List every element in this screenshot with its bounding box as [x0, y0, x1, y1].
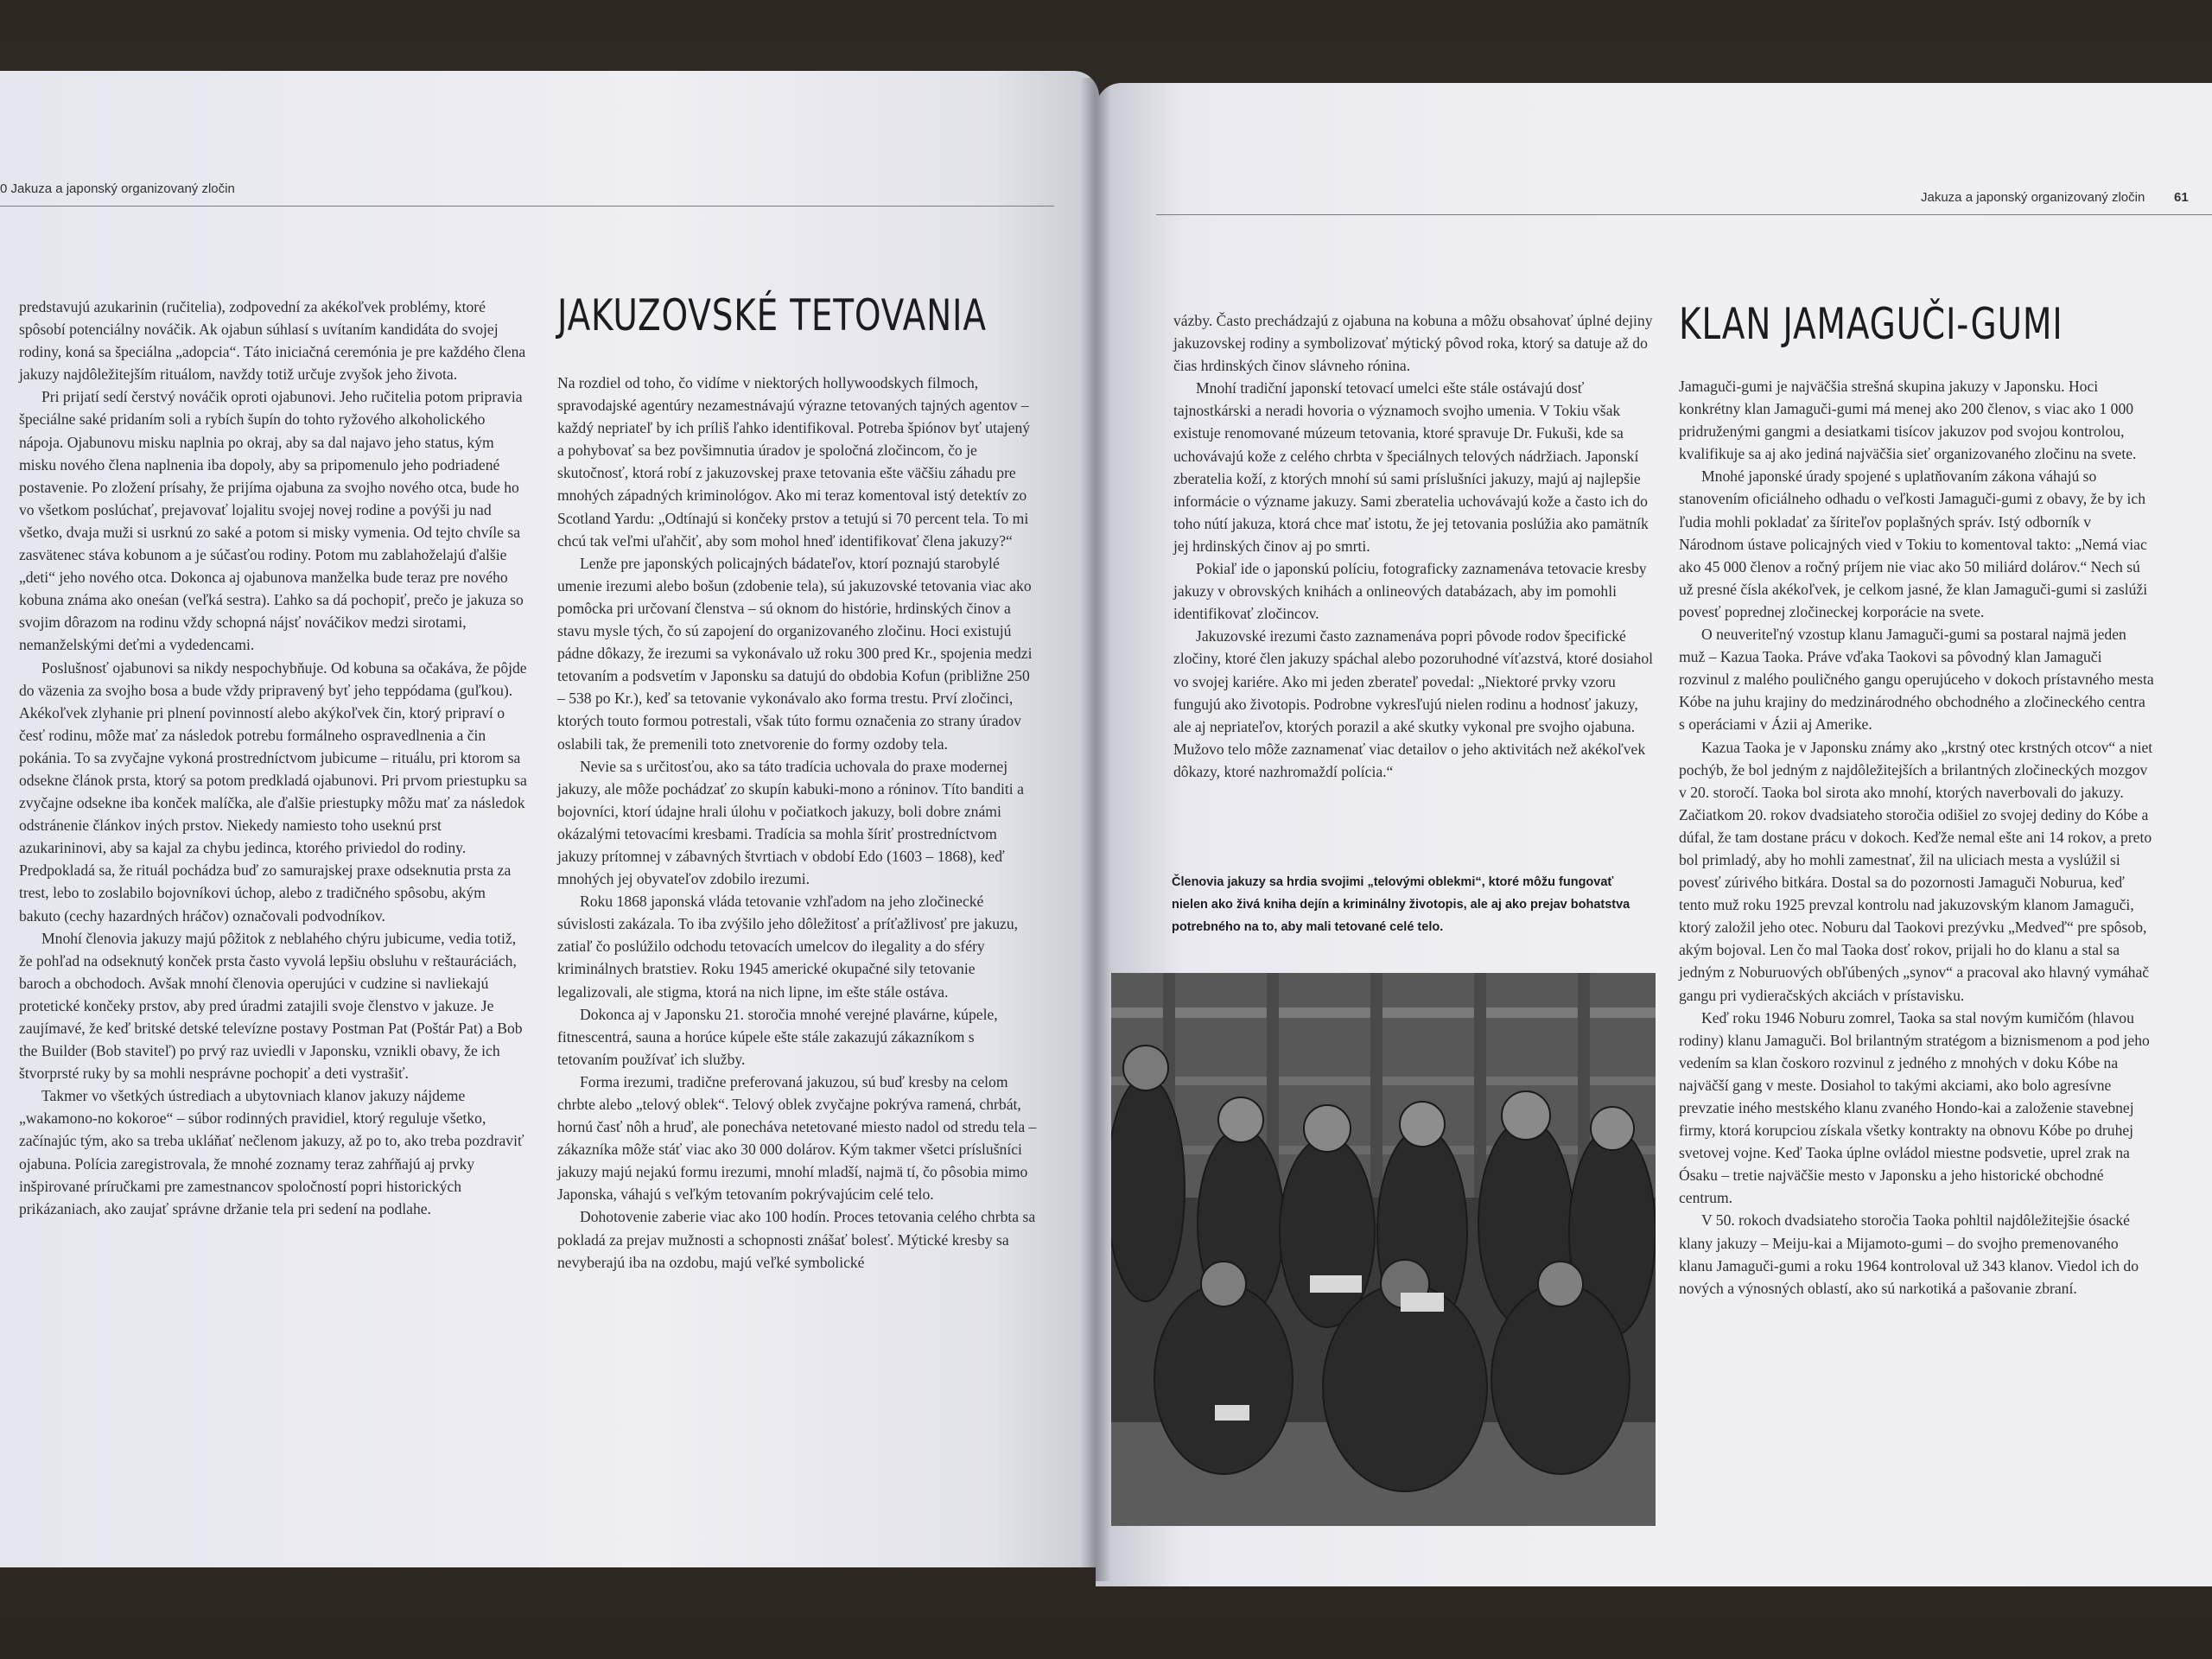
paragraph: Mnohé japonské úrady spojené s uplatňovaním zákona váhajú so stanovením oficiálneho odhadu o veľkosti Jamaguči-gumi z obavy, že by ich ľudia mohli pokladať za šíriteľov poplašných správ. Istý odborník v Národnom ústave policajných vied v Tokiu to komentoval takto: „Nemá viac ako 45 000 členov a ročný príjem nie viac ako 50 miliárd dolárov.“ Nech sú už presné čísla akékoľvek, je celkom jasné, že klan Jamaguči-gumi si zaslúži povesť poprednej zločineckej korporácie na svete. — [1679, 467, 2148, 620]
paragraph: Mnohí tradiční japonskí tetovací umelci ešte stále ostávajú dosť tajnostkárski a neradi hovoria o významoch svojho umenia. V Tokiu však existuje renomované múzeum tetovania, ktoré spravuje Dr. Fukuši, kde sa uchovávajú kože z celého chrbta v špeciálnych telových nádržiach. Japonskí zberatelia koží, z ktorých mnohí sú sami príslušníci jakuzy, majú aj najlepšie informácie o význame jakuzy. Sami zberatelia uchovávajú kože a často ich do toho nútí jakuza, ktorá chce mať istotu, že jej tetovania poslúžia ako pamätník jej hrdinských činov aj po smrti. — [1173, 379, 1649, 555]
paragraph: Dokonca aj v Japonsku 21. storočia mnohé verejné plavárne, kúpele, fitnescentrá, sauna a horúce kúpele ešte stále zakazujú zákazníkom s tetovaním používať ich služby. — [557, 1005, 998, 1068]
paragraph: Jakuzovské irezumi často zaznamenáva popri pôvode rodov špecifické zločiny, ktoré člen jakuzy spáchal alebo pozoruhodné víťazstvá, ktoré dosiahol vo svojej kariére. Ako mi jeden zberateľ povedal: „Niektoré prvky vzoru fungujú ako životopis. Podrobne vykresľujú nielen rodinu a hodnosť jakuzy, ale aj nepriateľov, ktorých porazil a aké skutky vykonal pre svojho ojabuna. Mužovo telo môže zaznamenať viac detailov o jeho aktivitách než akékoľvek dôkazy, ktoré nazhromaždí polícia.“ — [1173, 627, 1654, 780]
right-column-1 — [1173, 309, 1653, 783]
paragraph: Takmer vo všetkých ústrediach a ubytovniach klanov jakuzy nájdeme „wakamono-no kokoroe“ – súbor rodinných pravidiel, ktorý reguluje všetko, začínajúc tým, ako sa treba ukláňať nečlenom jakuzy, až po to, ako treba pozdraviť ojabuna. Polícia zaregistrovala, že mnohé zoznamy teraz zahŕňajú aj prvky inšpirované príručkami pre zamestnancov spoločností popri historických prikázaniach, ako zaujať správne držanie tela pri sedení na podlahe. — [19, 1087, 524, 1217]
paragraph: Na rozdiel od toho, čo vidíme v niektorých hollywoodskych filmoch, spravodajské agentúry nezamestnávajú výrazne tetovaných tajných agentov – každý nepriateľ by ich príliš ľahko identifikoval. Potreba špiónov byť utajený a pohybovať sa bez povšimnutia úradov je spoločná zločincom, čo je skutočnosť, ktorá robí z jakuzovskej praxe tetovania ešte väčšiu záhadu pre mnohých západných kriminológov. Ako mi teraz komentoval istý detektív zo Scotland Yardu: „Odtínajú si končeky prstov a tetujú si 70 percent tela. To mi chcú tak veľmi uľahčiť, aby som mohol hneď identifikovať člena jakuzy?“ — [557, 374, 1031, 550]
photo-caption: Členovia jakuzy sa hrdia svojimi „telovými oblekmi“, ktoré môžu fungovať nielen ako živá kniha dejín a kriminálny životopis, ale aj ako prejav bohatstva potrebného na to, aby mali tetované celé telo. — [1172, 875, 1630, 934]
book-gutter — [1080, 78, 1111, 1581]
paragraph: vázby. Často prechádzajú z ojabuna na kobuna a môžu obsahovať úplné dejiny jakuzovskej rodiny a symbolizovať mýtický pôvod roka, ktorý sa datuje až do čias hrdinských činov slávneho rónina. — [1173, 312, 1653, 375]
running-head-left: 0 Jakuza a japonský organizovaný zločin — [0, 181, 235, 196]
paragraph: Kazua Taoka je v Japonsku známy ako „krstný otec krstných otcov“ a niet pochýb, že bol jedným z najdôležitejších a brilantných zločineckých mozgov v 20. storočí. Taoka bol sirota ako mnohí, ktorých naverbovali do jakuzy. Začiatkom 20. rokov dvadsiateho storočia odišiel zo svojej dediny do Kóbe a dúfal, že tam dostane prácu v dokoch. Keďže nemal ešte ani 14 rokov, a preto bol primladý, aby ho mohli zamestnať, žil na uliciach mesta a vyslúžil si povesť zúrivého bitkára. Dostal sa do pozornosti Jamaguči Noburua, keď tento muž roku 1925 prevzal kontrolu nad jakuzovským klanom Jamaguči, ktorý založil jeho otec. Noburu dal Taokovi prezývku „Medveď“ pre spôsob, akým bojoval. Len čo mal Taoka dosť rokov, prijali ho do klanu a stal sa jedným z Noburuových obľúbených „synov“ a pracoval ako hlavný vymáhač gangu pri vydieračských akciách v prístavisku. — [1679, 738, 2153, 1004]
header-rule — [0, 206, 1054, 207]
paragraph: predstavujú azukarinin (ručitelia), zodpovední za akékoľvek problémy, ktoré spôsobí potenciálny nováčik. Ak ojabun súhlasí s uvítaním kandidáta do svojej rodiny, koná sa špeciálna „adopcia“. Táto iniciačná ceremónia je pre každého člena jakuzy najdôležitejším rituálom, navždy totiž určuje zvyšok jeho života. — [19, 298, 526, 384]
paragraph: O neuveriteľný vzostup klanu Jamaguči-gumi sa postaral najmä jeden muž – Kazua Taoka. Práve vďaka Taokovi sa pôvodný klan Jamaguči rozvinul z malého pouličného gangu operujúceho v dokoch prístavného mesta Kóbe na juhu krajiny do medzinárodného obchodného a zločineckého centra s operáciami v Ázii aj Amerike. — [1679, 626, 2154, 734]
photo-illustration — [1111, 973, 1656, 1526]
paragraph: Poslušnosť ojabunovi sa nikdy nespochybňuje. Od kobuna sa očakáva, že pôjde do väzenia za svojho bosa a bude vždy pripravený byť jeho teppódama (guľkou). Akékoľvek zlyhanie pri plnení povinností alebo akýkoľvek čin, ktorý pripraví o česť rodinu, môže mať za následok potrebu formálneho ospravedlnenia a čin pokánia. To sa zvyčajne vykoná prostredníctvom jubicume – rituálu, pri ktorom sa odsekne článok prsta, ktorý sa potom predkladá ojabunovi. Pri prvom priestupku sa zvyčajne odsekne iba konček malíčka, ale ďalšie priestupky môžu mať za následok odstránenie článkov iných prstov. Niekedy namiesto toho useknú prst azukarininovi, aby sa kajal za chybu jedinca, ktorého priviedol do rodiny. Predpokladá sa, že rituál pochádza buď zo samurajskej praxe odseknutia prsta za trest, lebo to zoslabilo bojovníkovi úchop, alebo z tradičného spôsobu, akým bakuto (cechy hazardných hráčov) označovali podvodníkov. — [19, 658, 527, 925]
paragraph: Dohotovenie zaberie viac ako 100 hodín. Proces tetovania celého chrbta sa pokladá za prejav mužnosti a schopnosti znášať bolesť. Mýtické kresby sa nevyberajú iba na ozdobu, majú veľké symbolické — [557, 1208, 1036, 1271]
left-column-2 — [557, 372, 1037, 1274]
left-column-1 — [19, 296, 529, 1220]
paragraph: Keď roku 1946 Noburu zomrel, Taoka sa stal novým kumičóm (hlavou rodiny) klanu Jamaguči. Bol brilantným stratégom a biznismenom a pod jeho vedením sa klan čoskoro rozvinul z jedného z mnohých v doku Kóbe na najväčší gang v meste. Dosiahol to takými akciami, ako bolo agresívne prevzatie iného mestského klanu zvaného Hondo-kai a založenie stavebnej firmy, ktorá korupciou získala všetky kontrakty na obnovu Kóbe po druhej svetovej vojne. Keď Taoka úplne ovládol miestne podsvetie, uprel zrak na Ósaku – tretie najväčšie mesto v Japonsku a jeho historické obchodné centrum. — [1679, 1008, 2150, 1207]
paragraph: V 50. rokoch dvadsiateho storočia Taoka pohltil najdôležitejšie ósacké klany jakuzy – Meiju-kai a Mijamoto-gumi – do svojho premenovaného klanu Jamaguči-gumi a roku 1964 kontroloval už 343 klanov. Viedol ich do nových a výnosných oblastí, ako sú narkotiká a pašovanie zbraní. — [1679, 1211, 2139, 1297]
paragraph: Forma irezumi, tradične preferovaná jakuzou, sú buď kresby na celom chrbte alebo „telový oblek“. Telový oblek zvyčajne pokrýva ramená, chrbát, hornú časť nôh a hruď, ale ponecháva netetované miesto nadol od stredu tela – zákazníka môže stáť viac ako 30 000 dolárov. Kým takmer všetci príslušníci jakuzy majú nejakú formu irezumi, mnohí mladší, najmä tí, čo pôsobia mimo Japonska, váhajú s veľkým tetovaním pokrývajúcim celé telo. — [557, 1072, 1037, 1204]
heading-klan-jamaguci-gumi: KLAN JAMAGUČI-GUMI — [1679, 299, 2063, 349]
paragraph: Mnohí členovia jakuzy majú pôžitok z neblahého chýru jubicume, vedia totiž, že pohľad na odseknutý konček prsta často vyvolá lepšiu obsluhu v reštauráciách, baroch a obchodoch. Avšak mnohí členovia operujúci v cudzine si navliekajú protetické končeky prstov, aby pred úradmi zatajili svoje členstvo v jakuze. Je zaujímavé, že keď britské detské televízne postavy Postman Pat (Poštár Pat) a Bob the Builder (Bob staviteľ) po prvý raz uviedli v Japonsku, vznikli obavy, že ich štvorprsté ruky by sa mohli nesprávne pochopiť a deti vystrašiť. — [19, 929, 523, 1083]
header-rule-right — [1156, 214, 2212, 215]
paragraph: Jamaguči-gumi je najväčšia strešná skupina jakuzy v Japonsku. Hoci konkrétny klan Jamaguči-gumi má menej ako 200 členov, s viac ako 1 000 pridruženými gangmi a desiatkami tisícov jakuzov pod svojou kontrolou, kvalifikuje sa aj ako jediná najväčšia sieť organizovaného zločinu na svete. — [1679, 378, 2137, 463]
running-head-right: Jakuza a japonský organizovaný zločin — [1921, 190, 2145, 205]
heading-jakuzovske-tetovania: JAKUZOVSKÉ TETOVANIA — [557, 290, 987, 340]
page-number: 61 — [2174, 190, 2189, 205]
paragraph: Roku 1868 japonská vláda tetovanie vzhľadom na jeho zločinecké súvislosti zakázala. To iba zvýšilo jeho dôležitosť a príťažlivosť pre jakuzu, zatiaľ čo poslúžilo odchodu tetovacích umelcov do ilegality a do sféry kriminálnych bratstiev. Roku 1945 americké okupačné sily tetovanie legalizovali, ale stigma, ktorá na nich lipne, im ešte stále ostáva. — [557, 893, 1019, 1001]
tattooed-men-photo — [1111, 973, 1656, 1526]
left-page — [0, 71, 1099, 1567]
paragraph: Pokiaľ ide o japonskú políciu, fotograficky zaznamenáva tetovacie kresby jakuzy v obrovských knihách a onlineových databázach, aby im pomohli identifikovať zločincov. — [1173, 560, 1647, 623]
paragraph: Lenže pre japonských policajných bádateľov, ktorí poznajú starobylé umenie irezumi alebo bošun (zdobenie tela), sú jakuzovské tetovania viac ako pomôcka pri určovaní členstva – sú oknom do histórie, hrdinských činov a stavu mysle tých, čo sú zapojení do organizovaného zločinu. Hoci existujú pádne dôkazy, že irezumi sa vykonávalo už roku 300 pred Kr., spojenia medzi tetovaním a podsvetím v Japonsku sa datujú do obdobia Kofun (približne 250 – 538 po Kr.), keď sa tetovanie vykonávalo ako forma trestu. Prví zločinci, ktorých touto formou potrestali, však túto formu označenia zo strany úradov oslabili tak, že premenili toto znetvorenie do formy ozdoby tela. — [557, 554, 1033, 753]
paragraph: Pri prijatí sedí čerstvý nováčik oproti ojabunovi. Jeho ručitelia potom pripravia špeciálne saké pridaním soli a rybích šupín do tohto ryžového alkoholického nápoja. Ojabunovu misku naplnia po okraj, aby sa dal najavo jeho status, kým misku nového člena naplnenia iba dopoly, aby sa pripomenulo jeho podriadené postavenie. Po zložení prísahy, že prijíma ojabuna za svojho nového otca, bude ho vo všetkom poslúchať, prejavovať lojalitu svojej novej rodine a povýši ju nad všetko, dvaja muži si usrknú zo saké a potom si misky vymenia. Od tejto chvíle sa zasvätenec stáva kobunom a je súčasťou rodiny. Potom mu zablahoželajú ďalšie „deti“ jeho nového otca. Dokonca aj ojabunova manželka bude teraz pre nového kobuna známa ako oneśan (veľká sestra). Ľahko sa dá pochopiť, prečo je jakuza so svojim dôrazom na rodinu vždy schopná nájsť nováčikov medzi sirotami, nemanželskými deťmi a vydedencami. — [19, 388, 524, 654]
paragraph: Nevie sa s určitosťou, ako sa táto tradícia uchovala do praxe modernej jakuzy, ale môže pochádzať zo skupín kabuki-mono a róninov. Títo banditi a bojovníci, ktorí údajne hrali úlohu v počiatkoch jakuzy, boli dobre známi okázalými tetovacími kresbami. Tradícia sa mohla šíriť prostredníctvom jakuzy prítomnej v zábavných štvrtiach v období Edo (1603 – 1868), keď mnohých jej obyvateľov zdobilo irezumi. — [557, 757, 1024, 888]
right-column-2 — [1679, 375, 2154, 1300]
